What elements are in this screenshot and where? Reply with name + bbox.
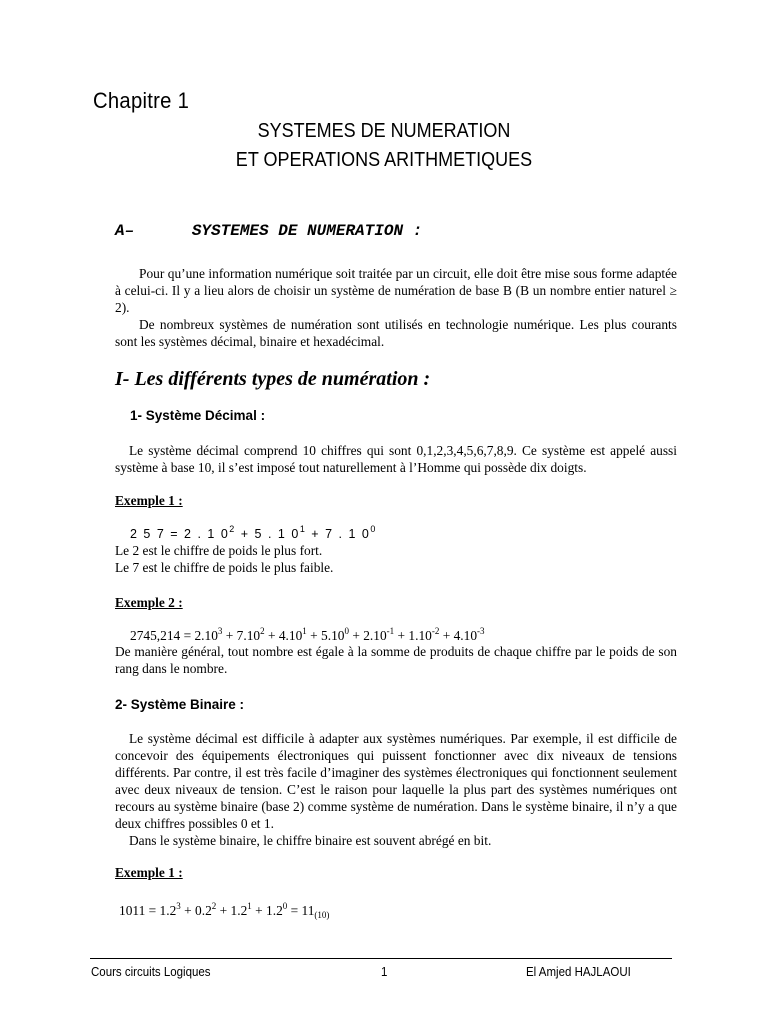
- note-weakest-digit: Le 7 est le chiffre de poids le plus faible.: [115, 560, 334, 575]
- equation-1011: $1011 = 1.2^3 + 0.2^2 + 1.2^1 + 1.2^0 = 11_{(10)}$: [119, 901, 330, 920]
- footer-author: El Amjed HAJLAOUI: [526, 965, 631, 979]
- intro-block: [115, 265, 677, 350]
- binary-paragraph-2: Dans le système binaire, le chiffre binaire est souvent abrégé en bit.: [129, 833, 492, 848]
- subheading-decimal: 1- Système Décimal :: [130, 408, 266, 423]
- example-1-notes: [115, 542, 677, 576]
- intro-paragraph-1: Pour qu’une information numérique soit traitée par un circuit, elle doit être mise sous forme adaptée à celui-ci. Il y a lieu alors de choisir un système de numération de base B (B un nombre entier naturel ≥ 2).: [115, 266, 677, 315]
- binary-block: [115, 730, 677, 849]
- equation-257: 2 5 7 = 2 . 1 $0^2 + 5$ . 1 $0^1 + 7$ . 1 $0^0$: [130, 524, 377, 541]
- intro-paragraph-2: De nombreux systèmes de numération sont utilisés en technologie numérique. Les plus courants sont les systèmes décimal, binaire et hexadécimal.: [115, 317, 677, 349]
- section-a-heading: A– SYSTEMES DE NUMERATION :: [115, 222, 423, 240]
- general-rule-text: De manière général, tout nombre est égale à la somme de produits de chaque chiffre par le poids de son rang dans le nombre.: [115, 644, 677, 676]
- example-binary-label: Exemple 1 :: [115, 865, 183, 880]
- note-strongest-digit: Le 2 est le chiffre de poids le plus fort.: [115, 543, 323, 558]
- heading-numeration-types: I- Les différents types de numération :: [115, 368, 431, 390]
- footer-divider: [90, 958, 672, 959]
- footer-page-number: 1: [381, 965, 388, 979]
- title-line-2: ET OPERATIONS ARITHMETIQUES: [235, 149, 533, 171]
- decimal-paragraph: [115, 442, 677, 476]
- binary-paragraph-1: Le système décimal est difficile à adapter aux systèmes numériques. Par exemple, il est difficile de concevoir des équipements électroniques qui puissent fonctionner avec dix niveaux de tensions différents. Par contre, il est très facile d’imaginer des systèmes électroniques qui fonctionnent seulement avec deux niveaux de tension. C’est le raison pour laquelle la plus part des systèmes numériques ont recours au système binaire (base 2) comme système de numération. Dans le système binaire, il n’y a que deux chiffres possibles 0 et 1.: [115, 731, 677, 831]
- example-2-label: Exemple 2 :: [115, 595, 183, 610]
- example-1-label: Exemple 1 :: [115, 493, 183, 508]
- chapter-label: Chapitre 1: [93, 88, 190, 113]
- decimal-text: Le système décimal comprend 10 chiffres qui sont 0,1,2,3,4,5,6,7,8,9. Ce système est appelé aussi système à base 10, il s’est imposé tout naturellement à l’Homme qui possède dix doigts.: [115, 443, 677, 475]
- title-line-1: SYSTEMES DE NUMERATION: [257, 120, 511, 142]
- footer-course-title: Cours circuits Logiques: [91, 965, 211, 979]
- equation-2745: $2745,214 = 2.10^3 + 7.10^2 + 4.10^1 + 5.10^0 + 2.10^{-1} + 1.10^{-2} + 4.10^{-3}$: [130, 626, 485, 643]
- example-2-note: [115, 643, 677, 677]
- subheading-binary: 2- Système Binaire :: [115, 697, 245, 712]
